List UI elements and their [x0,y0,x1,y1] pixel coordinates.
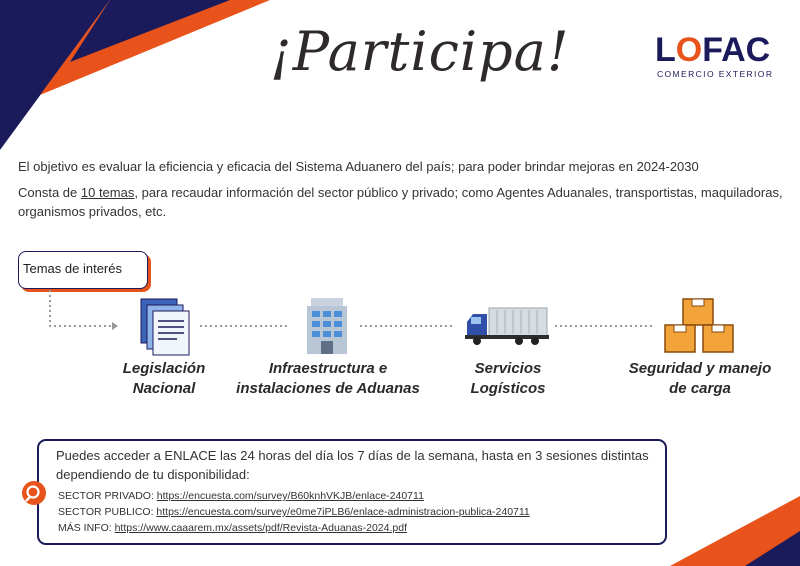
topics-count-link[interactable]: 10 temas [80,185,135,200]
link-row-sector-privado: SECTOR PRIVADO: https://encuesta.com/survey/B60knhVKJB/enlace-240711 [58,490,424,502]
access-intro-text: Puedes acceder a ENLACE las 24 horas del día los 7 días de la semana, hasta en 3 sesiones distintas dependiendo de tu disponibilidad: [56,448,649,482]
link-row-sector-publico: SECTOR PUBLICO: https://encuesta.com/survey/e0me7iPLB6/enlace-administracion-publica-240711 [58,506,530,518]
topics-paragraph: Consta de 10 temas, para recaudar información del sector público y privado; como Agentes Aduanales, transportistas, maquiladoras, organismos privados, etc. [18,185,783,219]
theme-label-infraestructura: Infraestructura e instalaciones de Aduanas [236,360,420,397]
theme-label-servicios: Servicios Logísticos [470,360,546,397]
document-icon [137,297,192,357]
logo-tagline: COMERCIO EXTERIOR [657,69,774,79]
mas-info-link[interactable]: https://www.caaarem.mx/assets/pdf/Revista-Aduanas-2024.pdf [114,522,407,534]
building-icon [303,296,351,356]
link-row-mas-info: MÁS INFO: https://www.caaarem.mx/assets/pdf/Revista-Aduanas-2024.pdf [58,522,407,534]
boxes-icon [661,296,739,356]
truck-icon [463,304,551,348]
theme-label-seguridad: Seguridad y manejo de carga [628,360,772,397]
sector-privado-link[interactable]: https://encuesta.com/survey/B60knhVKJB/enlace-240711 [156,490,424,502]
page-title: ¡Participa! [270,20,570,83]
themes-heading: Temas de interés [23,261,122,276]
logo-wordmark: LOFAC [655,31,771,69]
sector-publico-link[interactable]: https://encuesta.com/survey/e0me7iPLB6/enlace-administracion-publica-240711 [156,506,530,518]
search-icon [22,481,46,505]
theme-label-legislacion: Legislación Nacional [122,360,206,397]
objective-paragraph: El objetivo es evaluar la eficiencia y eficacia del Sistema Aduanero del país; para poder brindar mejoras en 2024-2030 [18,159,699,174]
